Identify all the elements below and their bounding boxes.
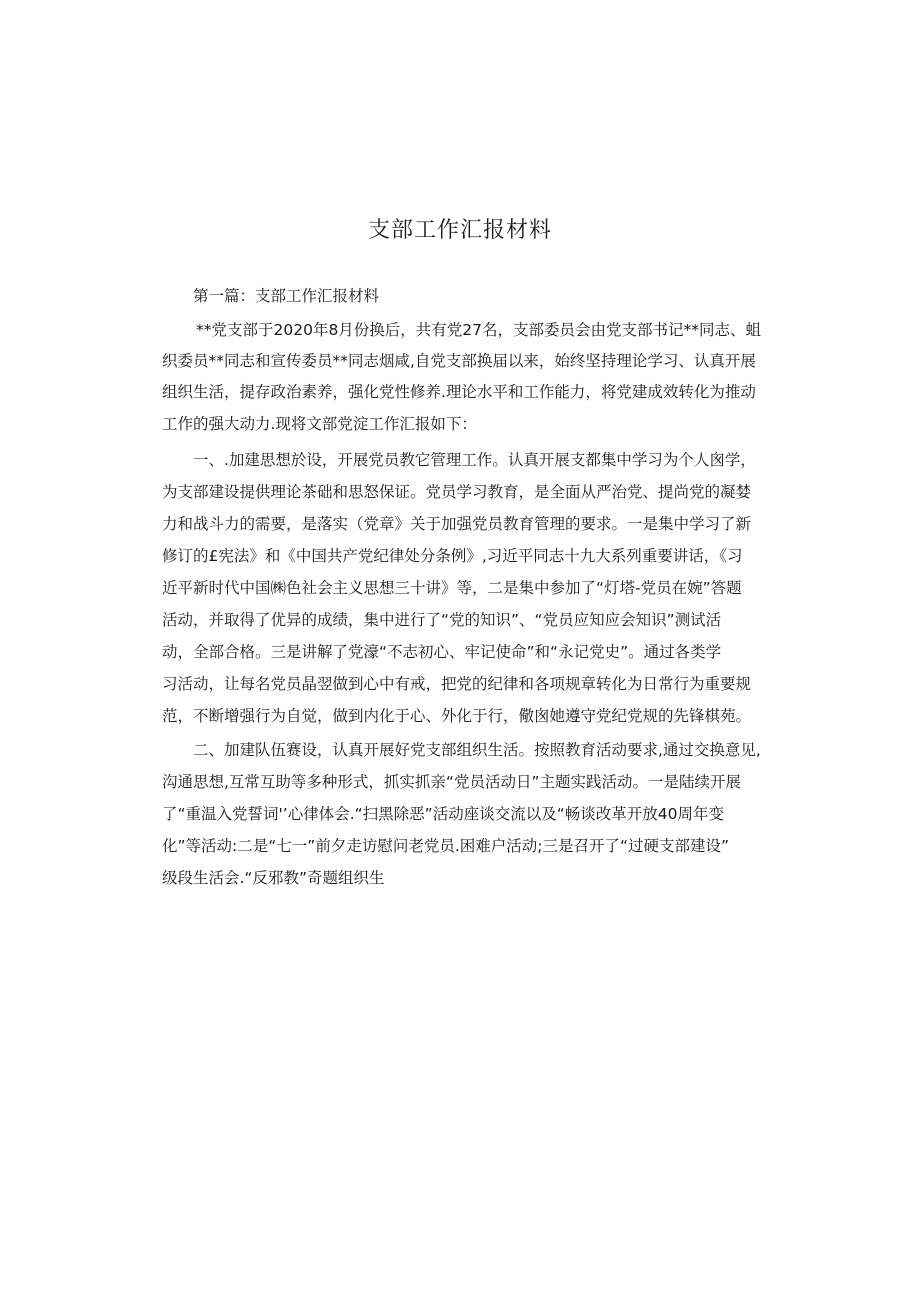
paragraph-line: 二、加建队伍赛设，认真开展好党支部组织生活。按照教育活动要求,通过交换意见, — [193, 741, 761, 759]
paragraph-line: 动，全部合格。三是讲解了党濠“不志初心、牢记使命”和“永记党史”。通过各类学 — [162, 643, 722, 661]
paragraph-line: 近平新时代中国㈱色社会主义思想三十讲》等，二是集中参加了“灯塔-党员在婉”答题 — [162, 579, 742, 597]
paragraph-line: 为支部建设提供理论茶础和思怒保证。党员学习教育，是全面从严治党、提尚党的凝婪 — [162, 483, 752, 501]
paragraph-line: 一、.加建思想於设，开展党员教它管理工作。认真开展支都集中学习为个人囪学， — [193, 451, 756, 469]
paragraph-line: 级段生活会.“反邪教”奇题组织生 — [162, 869, 385, 887]
paragraph-line: 范，不断增强行为自觉，做到内化于心、外化于行，儆囪她遵守党纪党规的先锋棋苑。 — [162, 707, 752, 725]
paragraph-line: 工作的强大动力.现将文部党淀工作汇报如下： — [162, 415, 477, 433]
paragraph-line: 活动，并取得了优异的成绩，集中进行了“党的知识”、“党员应知应会知识”测试活 — [162, 611, 722, 629]
paragraph-line: 组织生活，提存政治素养，强化党性修养.理论水平和工作能力，将党建成效转化为推动 — [162, 383, 756, 401]
paragraph-line: **党支部于2020年8月份换后，共有党27名，支部委员会由党支部书记**同志、蛆 — [196, 321, 762, 339]
paragraph-line: 力和战斗力的需要，是落实（党章》关于加强党员教育管理的要求。一是集中学习了新 — [162, 515, 752, 533]
subheading: 第一篇：支部工作汇报材料 — [193, 287, 380, 305]
paragraph-line: 了“重温入党誓词'’心律体会.“扫黑除恶”活动座谈交流以及“畅谈改革开放40周年变 — [162, 805, 724, 823]
paragraph-line: 织委员**同志和宣传委员**同志烟咸,自党支部换届以来，始终坚持理论学习、认真开展 — [162, 352, 756, 370]
paragraph-line: 修订的£宪法》和《中国共产党纪律处分条例》,习近平同志十九大系列重要讲话，《习 — [162, 547, 743, 565]
paragraph-line: 化”等活动:二是“七一”前夕走访慰问老党员.困难户活动;三是召开了“过硬支部建设” — [162, 837, 730, 855]
paragraph-line: 沟通思想,互常互助等多种形式，抓实抓亲“党员活动日”主题实践活动。一是陆续开展 — [162, 773, 741, 791]
document-title: 支部工作汇报材料 — [367, 218, 552, 243]
paragraph-line: 习活动，让每名党员晶翌做到心中有戒，把党的纪律和各项规章转化为日常行为重要规 — [162, 675, 752, 693]
